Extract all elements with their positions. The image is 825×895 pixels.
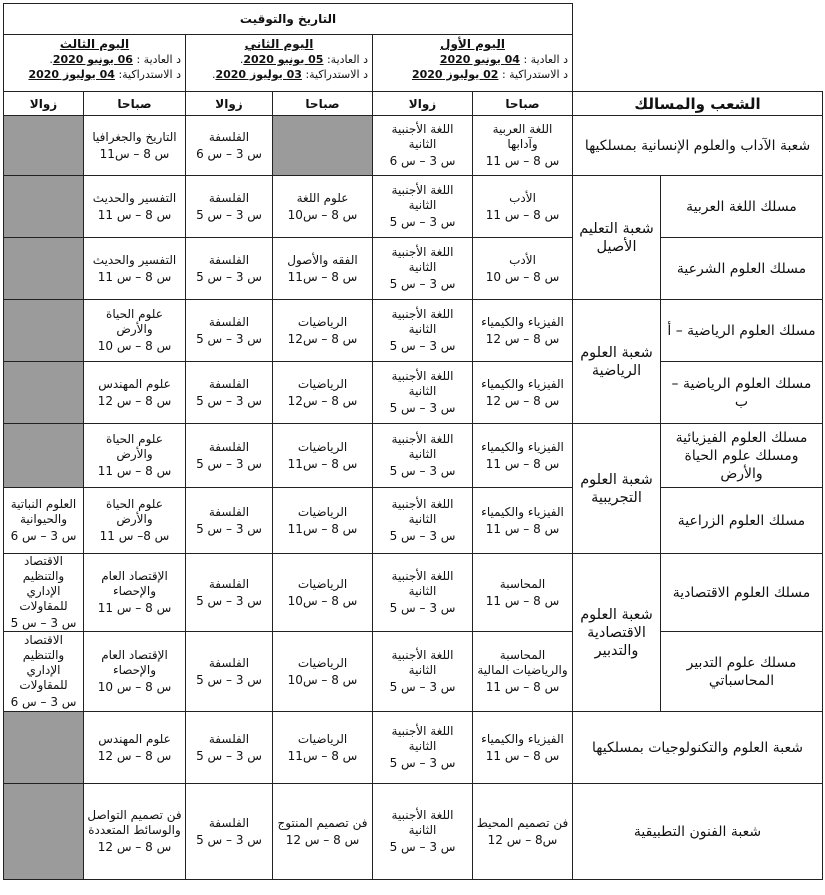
exam-time: س 8 – س 11 <box>485 154 560 168</box>
day-2-afternoon-header: زوالا <box>186 92 273 116</box>
group-name-iqtisad: شعبة العلوم الاقتصادية والتدبير <box>573 554 661 712</box>
table-row <box>4 176 823 238</box>
exam-slot <box>84 424 186 488</box>
exam-slot <box>473 300 573 362</box>
exam-subject: اللغة الأجنبية الثانية <box>391 307 454 336</box>
exam-slot <box>273 300 373 362</box>
exam-time: س 8 – س 11 <box>485 521 560 536</box>
table-row <box>4 488 823 554</box>
exam-slot <box>473 176 573 238</box>
branch-name: شعبة الآداب والعلوم الإنسانية بمسلكيها <box>573 116 823 176</box>
table-row <box>4 116 823 176</box>
exam-slot <box>84 554 186 632</box>
exam-time: س 8 – س 12 <box>285 832 360 847</box>
exam-slot <box>373 424 473 488</box>
branch-name: مسلك العلوم الفيزيائية ومسلك علوم الحياة والأرض <box>661 424 823 488</box>
exam-slot <box>273 784 373 880</box>
exam-time: س 8 – س 11 <box>485 207 560 222</box>
exam-time: س 3 – س 5 <box>196 269 262 284</box>
exam-time: س 3 – س 5 <box>196 748 262 763</box>
exam-time: س 8 – س 11 <box>97 464 172 478</box>
table-row <box>4 632 823 712</box>
empty-slot <box>4 300 84 362</box>
exam-time: س 3 – س 5 <box>196 593 262 608</box>
exam-subject: اللغة الأجنبية الثانية <box>391 648 454 677</box>
exam-slot <box>84 712 186 784</box>
exam-slot <box>186 784 273 880</box>
table-row <box>4 712 823 784</box>
exam-slot <box>373 362 473 424</box>
branch-name: مسلك العلوم الرياضية – أ <box>661 300 823 362</box>
day-1-afternoon-header: زوالا <box>373 92 473 116</box>
exam-time: س 8 – س 11 <box>485 748 560 763</box>
empty-slot <box>4 424 84 488</box>
exam-time: س 8 – س 11 <box>97 207 172 222</box>
exam-time: س 8 – س 11 <box>485 456 560 471</box>
exam-slot <box>84 488 186 554</box>
day-1-morning-header: صباحا <box>473 92 573 116</box>
exam-slot <box>473 238 573 300</box>
exam-subject: اللغة الأجنبية الثانية <box>391 183 454 212</box>
exam-time: س 8 – س11 <box>287 748 358 763</box>
table-row <box>4 362 823 424</box>
exam-time: س 3 – س 5 <box>196 331 262 346</box>
makeup-session-label: د الاستدراكية: <box>305 68 368 81</box>
exam-time: س 8 – س10 <box>287 207 358 222</box>
branch-name: مسلك اللغة العربية <box>661 176 823 238</box>
exam-time: س 3 – س 6 <box>10 695 77 709</box>
exam-slot <box>373 712 473 784</box>
exam-subject: الفيزياء والكيمياء <box>481 439 564 454</box>
day-2-morning-header: صباحا <box>273 92 373 116</box>
exam-slot <box>186 554 273 632</box>
normal-session-label: د العادية: <box>326 53 368 66</box>
exam-time: س 3 – س 5 <box>389 277 456 291</box>
exam-slot <box>373 176 473 238</box>
exam-time: س 3 – س 5 <box>389 840 456 854</box>
exam-slot <box>373 488 473 554</box>
exam-subject: فن تصميم المحيط <box>476 815 569 830</box>
table-row <box>4 554 823 632</box>
exam-subject: الرياضيات <box>297 655 348 670</box>
exam-slot <box>473 424 573 488</box>
exam-time: س 8 – س 12 <box>485 331 560 346</box>
exam-slot <box>84 300 186 362</box>
exam-subject: اللغة الأجنبية الثانية <box>391 369 454 398</box>
branch-name: مسلك العلوم الاقتصادية <box>661 554 823 632</box>
exam-slot <box>186 488 273 554</box>
exam-time: س 3 – س 6 <box>196 146 262 161</box>
exam-time: س 8 – س 11 <box>485 593 560 608</box>
exam-subject: اللغة الأجنبية الثانية <box>391 724 454 753</box>
exam-slot <box>4 632 84 712</box>
exam-subject: الفلسفة <box>208 439 250 454</box>
exam-time: س 3 – س 5 <box>389 464 456 478</box>
exam-subject: الأدب <box>509 252 536 267</box>
exam-time: س 8 – س 10 <box>97 339 172 353</box>
exam-time: س 3 – س 5 <box>389 680 456 694</box>
makeup-session-label: د الاستدراكية : <box>501 68 568 81</box>
branch-name: مسلك العلوم الشرعية <box>661 238 823 300</box>
exam-slot <box>473 784 573 880</box>
exam-time: س 8 – س 12 <box>97 748 172 763</box>
exam-time: س8 – س 12 <box>487 832 558 847</box>
group-name-tajribiya: شعبة العلوم التجريبية <box>573 424 661 554</box>
table-row <box>4 238 823 300</box>
normal-session-label: د العادية : <box>136 53 181 66</box>
empty-slot <box>4 712 84 784</box>
exam-time: س 8 – س12 <box>287 331 358 346</box>
date-time-header: التاريخ والتوقيت <box>4 4 573 35</box>
exam-schedule-table <box>3 3 823 880</box>
day-2-name: اليوم الثاني <box>244 37 314 51</box>
exam-time: س 8 – س 12 <box>97 393 172 408</box>
exam-subject: علوم الحياة والأرض <box>106 307 163 336</box>
exam-subject: الرياضيات <box>297 314 348 329</box>
header-blank <box>573 4 823 35</box>
exam-subject: علوم الحياة والأرض <box>106 432 163 461</box>
exam-slot <box>273 176 373 238</box>
exam-subject: الاقتصاد والتنظيم الإداري للمقاولات <box>19 633 68 692</box>
exam-slot <box>473 116 573 176</box>
exam-slot <box>473 632 573 712</box>
exam-subject: الفقه والأصول <box>287 252 358 267</box>
exam-time: س 8 – س 11 <box>97 269 172 284</box>
exam-time: س 3 – س 5 <box>389 215 456 229</box>
exam-subject: الفلسفة <box>208 655 250 670</box>
exam-time: س 3 – س 5 <box>196 521 262 536</box>
exam-slot <box>273 632 373 712</box>
exam-time: س 3 – س 5 <box>389 756 456 770</box>
exam-time: س 3 – س 5 <box>196 672 262 687</box>
makeup-session-label: د الاستدراكية: <box>118 68 181 81</box>
exam-subject: اللغة الأجنبية الثانية <box>391 808 454 837</box>
exam-slot <box>273 362 373 424</box>
day-1-name: اليوم الأول <box>440 37 505 51</box>
exam-slot <box>373 300 473 362</box>
filieres-header: الشعب والمسالك <box>573 92 823 116</box>
exam-subject: الفيزياء والكيمياء <box>481 376 564 391</box>
exam-slot <box>273 238 373 300</box>
exam-slot <box>273 712 373 784</box>
exam-subject: الفيزياء والكيمياء <box>481 731 564 746</box>
exam-subject: الرياضيات <box>297 576 348 591</box>
table-row <box>4 424 823 488</box>
exam-subject: علوم اللغة <box>296 190 349 205</box>
exam-time: س 8 – س11 <box>287 521 358 536</box>
exam-slot <box>84 784 186 880</box>
day-2-header: اليوم الثاني د العادية: 05 يونيو 2020. د الاستدراكية: 03 يوليوز 2020. <box>186 35 373 92</box>
exam-subject: الرياضيات <box>297 504 348 519</box>
exam-subject: التفسير والحديث <box>92 190 177 205</box>
exam-subject: الإقتصاد العام والإحصاء <box>101 569 168 598</box>
exam-time: س 3 – س 5 <box>389 401 456 415</box>
table-row <box>4 300 823 362</box>
day-1-normal-date: 04 يونيو 2020 <box>439 53 520 66</box>
exam-time: س 8 – س11 <box>287 269 358 284</box>
empty-slot <box>4 784 84 880</box>
day-1-header <box>373 35 573 92</box>
exam-subject: الفلسفة <box>208 504 250 519</box>
branch-name: مسلك علوم التدبير المحاسباتي <box>661 632 823 712</box>
exam-time: س 3 – س 5 <box>196 393 262 408</box>
day-3-name: اليوم الثالث <box>59 37 130 51</box>
exam-time: س 8 – س 12 <box>97 840 172 854</box>
exam-slot <box>84 362 186 424</box>
exam-slot <box>186 362 273 424</box>
empty-slot <box>4 116 84 176</box>
group-name-tarbiya: شعبة التعليم الأصيل <box>573 176 661 300</box>
day-1-makeup-date: 02 يوليوز 2020 <box>411 68 499 81</box>
exam-time: س 8 – س11 <box>99 146 170 161</box>
empty-slot <box>4 362 84 424</box>
exam-slot <box>373 554 473 632</box>
exam-subject: المحاسبة <box>499 576 546 591</box>
exam-slot <box>186 712 273 784</box>
exam-slot <box>273 424 373 488</box>
exam-slot <box>473 554 573 632</box>
exam-subject: الفيزياء والكيمياء <box>481 504 564 519</box>
exam-time: س 3 – س 5 <box>196 207 262 222</box>
exam-slot <box>373 238 473 300</box>
exam-subject: فن تصميم المنتوج <box>277 815 368 830</box>
exam-slot <box>473 362 573 424</box>
exam-time: س 3 – س 5 <box>389 339 456 353</box>
exam-subject: الرياضيات <box>297 439 348 454</box>
exam-time: س 3 – س 6 <box>10 529 77 543</box>
exam-slot <box>186 300 273 362</box>
exam-subject: الأدب <box>509 190 536 205</box>
day-3-makeup-date: 04 يوليوز 2020 <box>28 68 115 81</box>
exam-subject: اللغة الأجنبية الثانية <box>391 569 454 598</box>
exam-subject: الفلسفة <box>208 129 250 144</box>
exam-subject: الرياضيات <box>297 376 348 391</box>
exam-subject: اللغة الأجنبية الثانية <box>391 122 454 151</box>
exam-subject: الفلسفة <box>208 576 250 591</box>
exam-slot <box>84 238 186 300</box>
exam-time: س 8 – س11 <box>287 456 358 471</box>
exam-time: س 3 – س 6 <box>389 154 456 168</box>
exam-subject: علوم المهندس <box>98 376 171 391</box>
day-3-afternoon-header: زوالا <box>4 92 84 116</box>
exam-slot <box>186 424 273 488</box>
exam-time: س 8 – س 11 <box>485 680 560 694</box>
exam-subject: اللغة الأجنبية الثانية <box>391 432 454 461</box>
exam-subject: التفسير والحديث <box>92 252 177 267</box>
branch-name: شعبة الفنون التطبيقية <box>573 784 823 880</box>
exam-time: س 8 – س 11 <box>97 601 172 615</box>
exam-subject: الفلسفة <box>208 314 250 329</box>
day-2-normal-date: 05 يونيو 2020 <box>243 53 324 66</box>
exam-subject: الفلسفة <box>208 190 250 205</box>
group-name-riyadiya: شعبة العلوم الرياضية <box>573 300 661 424</box>
exam-time: س 3 – س 5 <box>389 601 456 615</box>
exam-subject: التاريخ والجغرافيا <box>92 129 177 144</box>
day-3-normal-date: 06 يونيو 2020 <box>52 53 133 66</box>
exam-subject: الفلسفة <box>208 815 250 830</box>
exam-time: س 8 – س 12 <box>485 393 560 408</box>
exam-slot <box>473 712 573 784</box>
exam-slot <box>373 784 473 880</box>
exam-subject: الفلسفة <box>208 376 250 391</box>
exam-time: س 3 – س 5 <box>10 616 77 630</box>
branch-name: مسلك العلوم الرياضية – ب <box>661 362 823 424</box>
exam-subject: الفيزياء والكيمياء <box>481 314 564 329</box>
exam-slot <box>4 554 84 632</box>
exam-subject: علوم المهندس <box>98 731 171 746</box>
exam-slot <box>186 632 273 712</box>
branch-name: مسلك العلوم الزراعية <box>661 488 823 554</box>
normal-session-label: د العادية : <box>523 53 568 66</box>
exam-subject: الاقتصاد والتنظيم الإداري للمقاولات <box>19 554 68 613</box>
exam-time: س 8 – س10 <box>287 593 358 608</box>
empty-slot <box>4 176 84 238</box>
exam-time: س 3 – س 5 <box>196 456 262 471</box>
exam-time: س 8 – س10 <box>287 672 358 687</box>
table-row <box>4 784 823 880</box>
exam-slot <box>186 176 273 238</box>
exam-subject: فن تصميم التواصل والوسائط المتعددة <box>87 808 182 837</box>
exam-slot <box>273 554 373 632</box>
day-3-morning-header: صباحا <box>84 92 186 116</box>
exam-time: س 8– س 11 <box>99 529 170 543</box>
day-3-header: اليوم الثالث د العادية : 06 يونيو 2020. د الاستدراكية: 04 يوليوز 2020 <box>4 35 186 92</box>
exam-slot <box>4 488 84 554</box>
exam-slot <box>273 488 373 554</box>
exam-slot <box>186 116 273 176</box>
exam-subject: اللغة الأجنبية الثانية <box>391 497 454 526</box>
empty-slot <box>273 116 373 176</box>
exam-time: س 3 – س 5 <box>389 529 456 543</box>
empty-slot <box>4 238 84 300</box>
header-blank <box>573 35 823 92</box>
day-2-makeup-date: 03 يوليوز 2020 <box>215 68 302 81</box>
exam-time: س 8 – س12 <box>287 393 358 408</box>
exam-slot <box>84 116 186 176</box>
exam-slot <box>84 632 186 712</box>
exam-subject: اللغة الأجنبية الثانية <box>391 245 454 274</box>
branch-name: شعبة العلوم والتكنولوجيات بمسلكيها <box>573 712 823 784</box>
exam-time: س 8 – س 10 <box>485 269 560 284</box>
exam-subject: العلوم النباتية والحيوانية <box>10 497 77 526</box>
exam-slot <box>473 488 573 554</box>
exam-subject: الإقتصاد العام والإحصاء <box>101 648 168 677</box>
exam-subject: المحاسبة والرياضيات المالية <box>477 648 568 677</box>
exam-slot <box>373 116 473 176</box>
exam-slot <box>84 176 186 238</box>
exam-subject: الرياضيات <box>297 731 348 746</box>
exam-subject: الفلسفة <box>208 252 250 267</box>
exam-subject: الفلسفة <box>208 731 250 746</box>
exam-subject: علوم الحياة والأرض <box>106 497 163 526</box>
exam-time: س 3 – س 5 <box>196 832 262 847</box>
exam-subject: اللغة العربية وآدابها <box>492 122 553 151</box>
exam-time: س 8 – س 10 <box>97 680 172 694</box>
exam-slot <box>186 238 273 300</box>
exam-slot <box>373 632 473 712</box>
